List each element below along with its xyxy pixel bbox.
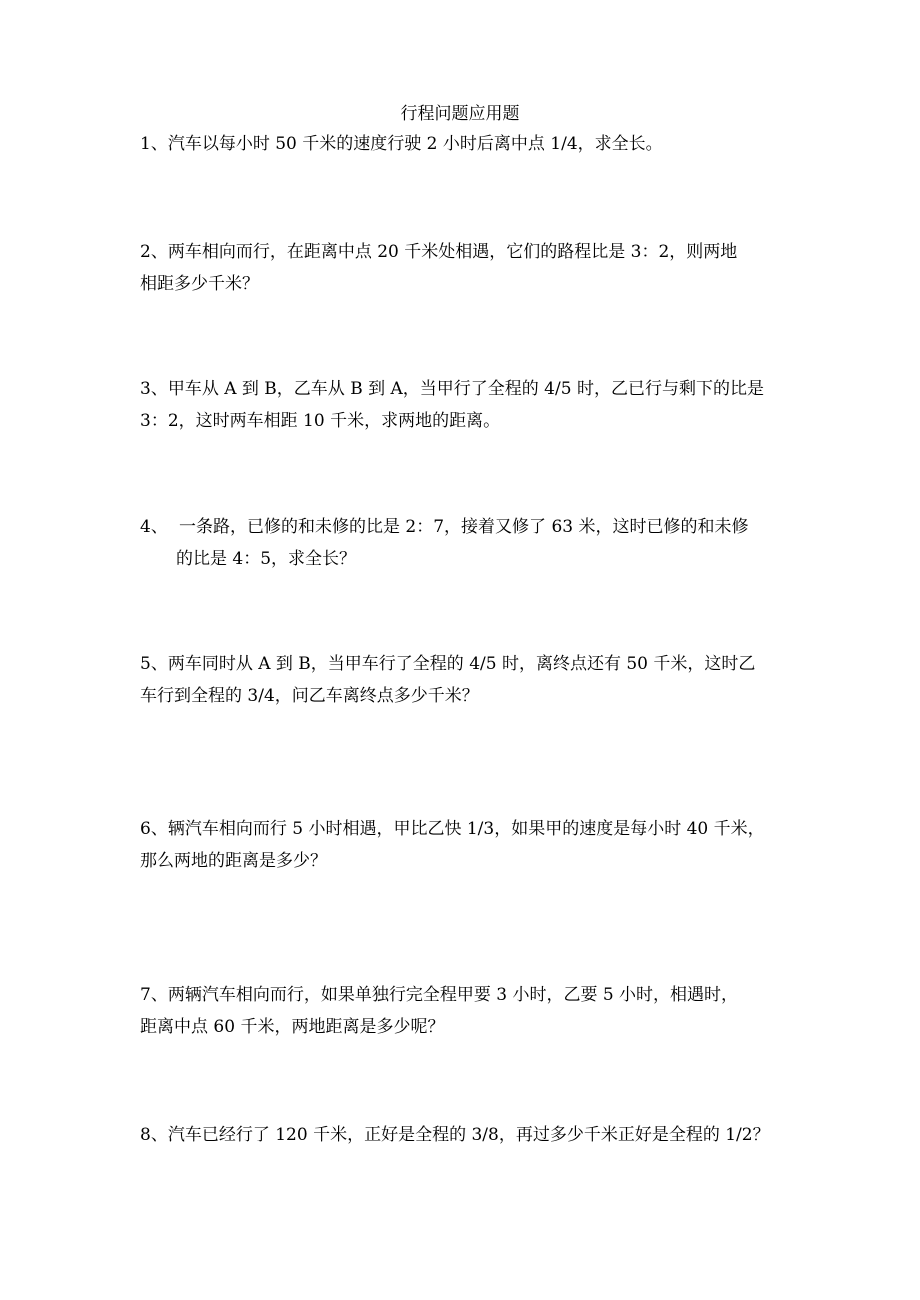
document-title: 行程问题应用题 [400, 104, 520, 124]
question-7-line-1: 7、两辆汽车相向而行，如果单独行完全程甲要 3 小时，乙要 5 小时，相遇时， [140, 985, 739, 1005]
question-4 [140, 511, 800, 575]
question-7-line-2: 距离中点 60 千米，两地距离是多少呢？ [140, 1017, 445, 1037]
question-5 [140, 648, 800, 712]
question-4-line-2: 的比是 4：5，求全长？ [176, 549, 357, 569]
question-3-line-1: 3、甲车从 A 到 B，乙车从 B 到 A，当甲行了全程的 4/5 时，乙已行与剩下的比是 [140, 379, 764, 399]
question-5-line-1: 5、两车同时从 A 到 B，当甲车行了全程的 4/5 时，离终点还有 50 千米，这时乙 [140, 654, 756, 674]
question-7 [140, 979, 800, 1043]
question-2-line-1: 2、两车相向而行，在距离中点 20 千米处相遇，它们的路程比是 3：2，则两地 [140, 242, 738, 262]
question-3-line-2: 3：2，这时两车相距 10 千米，求两地的距离。 [140, 411, 501, 431]
question-8 [140, 1119, 800, 1151]
question-4-number: 4、 [140, 517, 168, 537]
question-8-line-1: 8、汽车已经行了 120 千米，正好是全程的 3/8，再过多少千米正好是全程的 1/2？ [140, 1125, 770, 1145]
question-1-line-1: 1、汽车以每小时 50 千米的速度行驶 2 小时后离中点 1/4，求全长。 [140, 134, 663, 154]
question-2 [140, 236, 800, 300]
question-3 [140, 373, 800, 437]
question-2-line-2: 相距多少千米？ [140, 274, 259, 294]
question-6 [140, 813, 800, 877]
question-6-line-2: 那么两地的距离是多少？ [140, 851, 327, 871]
question-5-line-2: 车行到全程的 3/4，问乙车离终点多少千米？ [140, 686, 479, 706]
question-4-body [176, 511, 800, 575]
question-1 [140, 128, 800, 160]
question-6-line-1: 6、辆汽车相向而行 5 小时相遇，甲比乙快 1/3，如果甲的速度是每小时 40 千米， [140, 819, 765, 839]
question-4-line-1: 一条路，已修的和未修的比是 2：7，接着又修了 63 米，这时已修的和未修 [179, 517, 749, 537]
